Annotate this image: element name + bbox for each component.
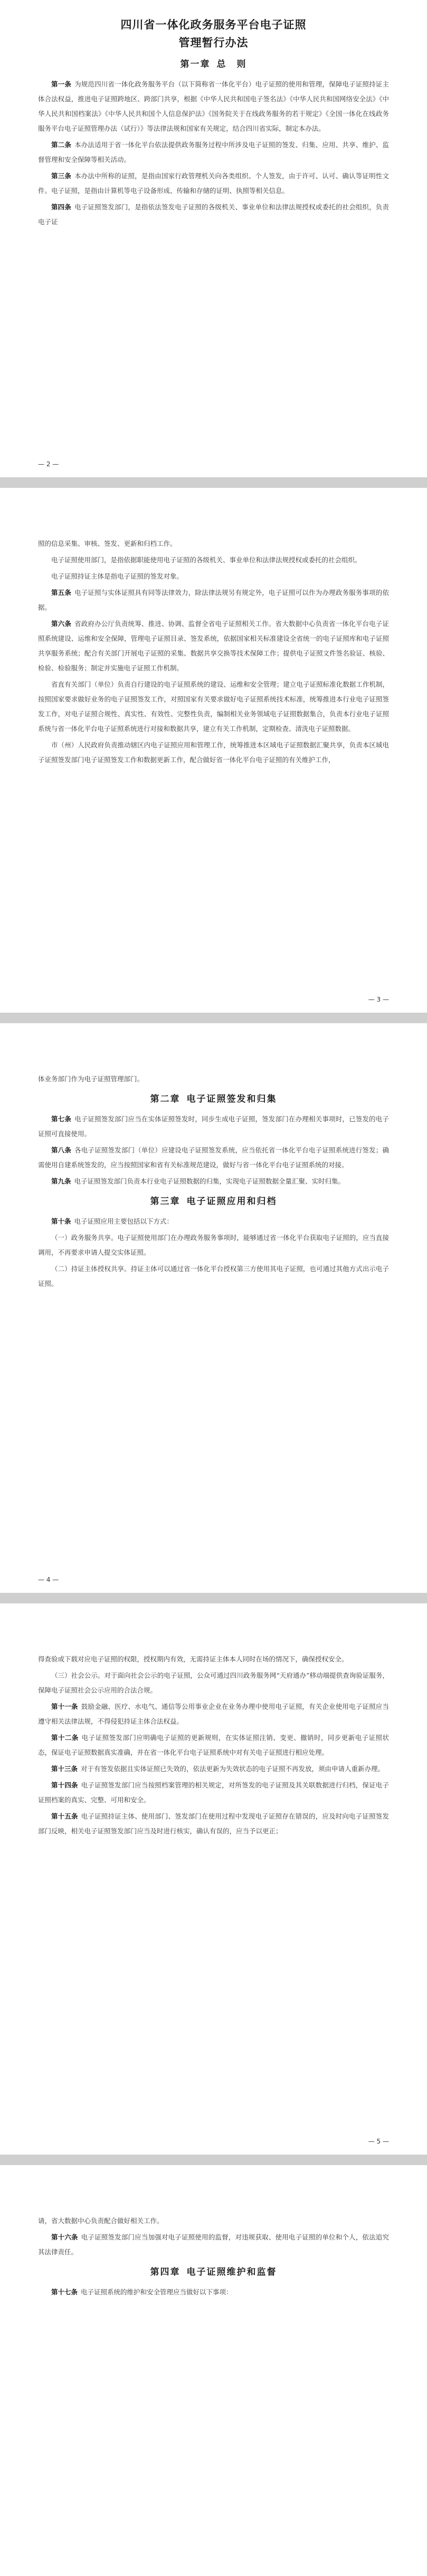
article-text: 市（州）人民政府负责推动辖区内电子证照应用和管理工作，统筹推进本区域电子证照数据汇聚共享，负责本区域电子证照签发部门电子证照签发工作和数据更新工作，配合做好省一体化平台电子证照的有关维护工作， xyxy=(38,741,389,764)
article-paragraph xyxy=(38,2230,389,2260)
article-text: 为规范四川省一体化政务服务平台（以下简称省一体化平台）电子证照的使用和管理，保障电子证照持证主体合法权益，推进电子证照跨地区、跨部门共享，根据《中华人民共和国电子签名法》《中华人民共和国网络安全法》《中华人民共和国档案法》《中华人民共和国个人信息保护法》《国务院关于在线政务服务的若干规定》《全国一体化在线政务服务平台电子证照管理办法（试行）》等法律法规和国家有关规定，结合四川省实际，制定本办法。 xyxy=(38,80,389,132)
article-text: 省政府办公厅负责统筹、推进、协调、监督全省电子证照相关工作。省大数据中心负责省一体化平台电子证照系统建设、运维和安全保障，管理电子证照目录、签发系统，依据国家相关标准建设全省统一的电子证照库和电子证照共享服务系统；配合有关部门开展电子证照的采集、数据共享交换等技术保障工作；提供电子证照文件签名验证、核验、检验、检验服务；制定并实施电子证照工作机制。 xyxy=(38,620,389,672)
article-number: 第五条 xyxy=(51,589,72,597)
article-text: 电子证照签发部门应明确电子证照的更新规则，在实体证照注销、变更、撤销时，同步更新电子证照状态，保证电子证照数据真实准确，并在省一体化平台电子证照系统中对有关电子证照进行相应处理。 xyxy=(38,1734,389,1756)
article-number: 第一条 xyxy=(51,80,72,88)
chapter-heading-1 xyxy=(38,57,389,72)
article-text: 各电子证照签发部门（单位）应建设电子证照签发系统，应当依托省一体化平台电子证照系统进行签发；确需使用自建系统签发的，应当按照国家和省有关标准规范建设，做好与省一体化平台电子证照系统的对接。 xyxy=(38,1146,389,1169)
article-paragraph xyxy=(38,1668,389,1698)
article-paragraph xyxy=(38,2214,389,2228)
document-page xyxy=(0,1603,427,2155)
article-number: 第十六条 xyxy=(51,2233,78,2241)
article-number: 第七条 xyxy=(51,1115,72,1123)
article-number: 第六条 xyxy=(51,620,72,628)
article-paragraph xyxy=(38,77,389,136)
article-number: 第十三条 xyxy=(51,1765,78,1773)
article-paragraph xyxy=(38,585,389,615)
article-number: 第十一条 xyxy=(51,1703,78,1710)
article-number: 第十七条 xyxy=(51,2288,78,2296)
chapter-number: 第一章 xyxy=(180,59,211,70)
article-paragraph xyxy=(38,1072,389,1087)
article-number: 第三条 xyxy=(51,172,72,180)
page-number: — 4 — xyxy=(38,1576,59,1583)
article-text: （二）持证主体授权共享。持证主体可以通过省一体化平台授权第三方使用其电子证照，也可通过其他方式出示电子证照。 xyxy=(38,1265,389,1287)
article-paragraph xyxy=(38,1809,389,1839)
article-number: 第十二条 xyxy=(51,1734,79,1742)
document-page xyxy=(0,2165,427,2576)
document-page xyxy=(0,488,427,1013)
article-text: 电子证照持证主体、使用部门、签发部门在使用过程中发现电子证照存在错误的，应及时向电子证照签发部门反映，相关电子证照签发部门应当及时进行核实，确认有误的，应当予以更正； xyxy=(38,1812,389,1835)
article-paragraph xyxy=(38,2285,389,2300)
article-paragraph xyxy=(38,536,389,551)
document-title-line2: 管理暂行办法 xyxy=(178,36,249,49)
article-number: 第四条 xyxy=(51,203,72,211)
article-paragraph xyxy=(38,1762,389,1776)
article-text: 体业务部门作为电子证照管理部门。 xyxy=(38,1075,144,1083)
article-number: 第二条 xyxy=(51,141,72,149)
article-text: 本办法中所称的证照，是指由国家行政管理机关向各类组织、个人签发，由于许可、认可、确认等证明性文件。电子证照，是指由计算机等电子设备形成、传输和存储的证明、执照等相关信息。 xyxy=(38,172,389,195)
article-paragraph xyxy=(38,169,389,198)
article-paragraph xyxy=(38,1214,389,1229)
article-number: 第八条 xyxy=(51,1146,72,1154)
article-paragraph xyxy=(38,738,389,767)
article-paragraph xyxy=(38,1778,389,1808)
chapter-number: 第三章 xyxy=(150,1196,181,1207)
article-text: 得查验或下载对应电子证照的权限，授权期内有效，无需持证主体本人同时在场的情况下，确保授权安全。 xyxy=(38,1655,348,1663)
chapter-name: 电子证照应用和归档 xyxy=(186,1196,277,1207)
article-text: 电子证照持证主体是指电子证照的签发对象。 xyxy=(51,572,184,580)
article-paragraph xyxy=(38,553,389,568)
article-text: 对于有签发依据且实体证照已失效的，依法更新为失效状态的电子证照不再发放，须由申请人重新办理。 xyxy=(81,1765,385,1773)
article-paragraph xyxy=(38,1112,389,1141)
article-number: 第十四条 xyxy=(51,1781,78,1789)
document-page xyxy=(0,0,427,477)
article-text: 鼓励金融、医疗、水电气、通信等公用事业企业在业务办理中使用电子证照，有关企业使用电子证照应当遵守相关法律法规，不得侵犯持证主体合法权益。 xyxy=(38,1703,389,1725)
article-paragraph xyxy=(38,138,389,167)
chapter-number: 第二章 xyxy=(150,1094,181,1104)
document-title xyxy=(38,16,389,52)
article-paragraph xyxy=(38,617,389,676)
chapter-name: 总 则 xyxy=(216,59,247,70)
chapter-number: 第四章 xyxy=(150,2267,181,2277)
article-text: 电子证照应用主要包括以下方式： xyxy=(74,1217,174,1225)
article-paragraph xyxy=(38,1652,389,1667)
article-text: 请，省大数据中心负责配合做好相关工作。 xyxy=(38,2217,164,2225)
page-number: — 3 — xyxy=(368,996,389,1003)
chapter-name: 电子证照签发和归集 xyxy=(186,1094,277,1104)
page-number: — 5 — xyxy=(368,2138,389,2145)
article-paragraph xyxy=(38,1731,389,1760)
article-text: 电子证照使用部门，是指依据职能使用电子证照的各级机关、事业单位和法律法规授权或委托的社会组织。 xyxy=(51,556,362,564)
article-text: 电子证照签发部门应当按照档案管理的相关规定，对所签发的电子证照及其关联数据进行归档，保证电子证照档案的真实、完整、可用和安全。 xyxy=(38,1781,389,1804)
article-number: 第十条 xyxy=(51,1217,71,1225)
chapter-heading xyxy=(38,2265,389,2280)
article-number: 第九条 xyxy=(51,1177,71,1185)
article-text: 本办法适用于省一体化平台依法提供政务服务过程中所涉及电子证照的签发、归集、应用、共享、维护、监督管理和安全保障等相关活动。 xyxy=(38,141,389,164)
document-title-line1: 四川省一体化政务服务平台电子证照 xyxy=(120,18,307,31)
article-text: 电子证照系统的维护和安全管理应当做好以下事项： xyxy=(81,2288,233,2296)
article-paragraph xyxy=(38,1699,389,1729)
article-paragraph xyxy=(38,677,389,736)
article-paragraph xyxy=(38,1143,389,1172)
chapter-heading xyxy=(38,1194,389,1209)
chapter-heading xyxy=(38,1092,389,1107)
article-paragraph xyxy=(38,1174,389,1189)
document-page xyxy=(0,1023,427,1593)
article-text: 电子证照签发部门应当加强对电子证照使用的监督，对违规获取、使用电子证照的单位和个人，依法追究其法律责任。 xyxy=(38,2233,389,2256)
chapter-name: 电子证照维护和监督 xyxy=(186,2267,277,2277)
article-text: 电子证照签发部门负责本行业电子证照数据的归集，实现电子证照数据全量汇聚、实时归集。 xyxy=(74,1177,345,1185)
article-text: （三）社会公示。对于面向社会公示的电子证照，公众可通过四川政务服务网“天府通办”移动端提供查询验证服务，保障电子证照社会公示应用的合法合规。 xyxy=(38,1671,389,1694)
page-number: — 2 — xyxy=(38,460,59,468)
article-paragraph xyxy=(38,1231,389,1260)
article-text: 照的信息采集、审核、签发、更新和归档工作。 xyxy=(38,540,177,547)
article-paragraph xyxy=(38,569,389,584)
article-paragraph xyxy=(38,200,389,229)
article-paragraph xyxy=(38,1262,389,1291)
article-text: 电子证照签发部门，是指依法签发电子证照的各级机关、事业单位和法律法规授权或委托的社会组织，负责电子证 xyxy=(38,203,389,226)
article-text: 省直有关部门（单位）负责自行建设的电子证照系统的建设、运维和安全管理；建立电子证照标准化数据工作机制，按照国家要求做好业务的电子证照签发工作，对照国家有关要求做好电子证照系统技术标准，统筹推进本行业电子证照签发工作，对电子证照合规性、真实性、有效性、完整性负责，编制相关业务领域电子证照数据集合，负责本行业电子证照系统与省一体化平台电子证照系统进行对接和数据共享，建立有关工作机制，定期检查、清洗电子证照数据。 xyxy=(38,680,389,733)
article-text: 电子证照与实体证照具有同等法律效力，除法律法规另有规定外，电子证照可以作为办理政务服务事项的依据。 xyxy=(38,589,389,611)
article-text: 电子证照签发部门应当在实体证照签发时，同步生成电子证照，签发部门在办理相关事项时，已签发的电子证照可直接使用。 xyxy=(38,1115,389,1138)
article-number: 第十五条 xyxy=(51,1812,78,1820)
article-text: （一）政务服务共享。电子证照使用部门在办理政务服务事项时，能够通过省一体化平台获取电子证照的，应当直接调用，不再要求申请人提交实体证照。 xyxy=(38,1234,389,1256)
